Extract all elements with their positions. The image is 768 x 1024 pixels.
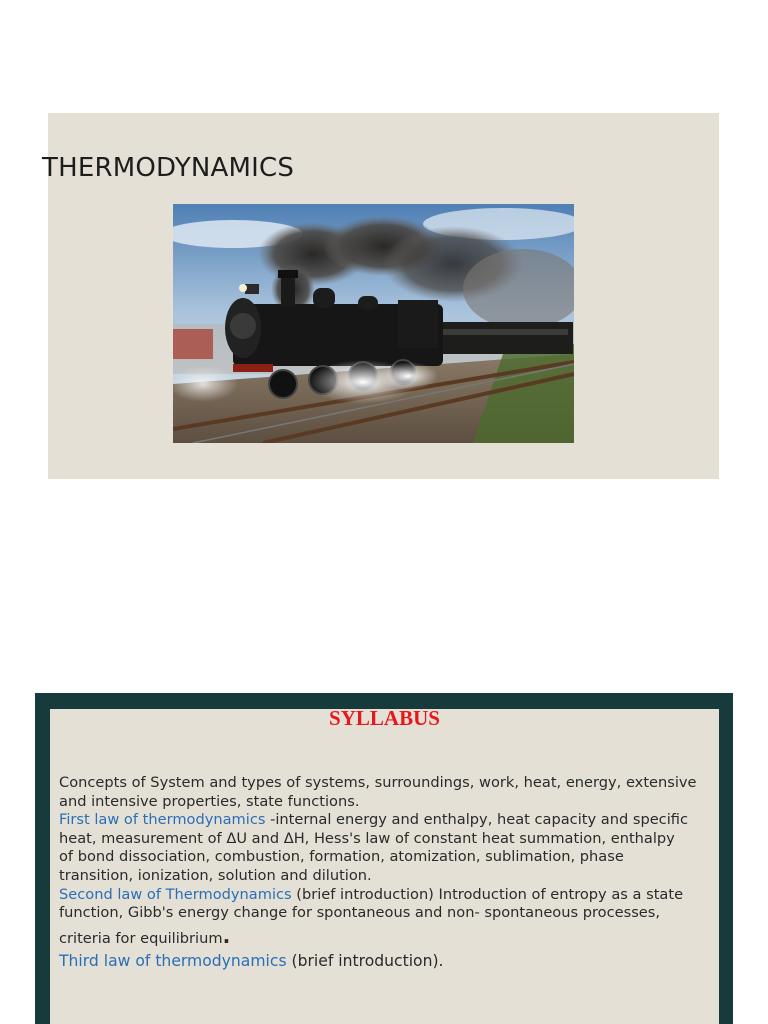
text-line [59, 811, 719, 830]
text-fragment: -internal energy and enthalpy, heat capacity and specific [265, 811, 688, 829]
text-line: of bond dissociation, combustion, formation, atomization, sublimation, phase [59, 848, 624, 866]
second-law-highlight: Second law of Thermodynamics [59, 885, 292, 903]
syllabus-item-third-law [59, 952, 719, 971]
text-line [59, 923, 719, 949]
text-line: transition, ionization, solution and dilution. [59, 866, 372, 884]
text-line [59, 952, 719, 971]
syllabus-item-second-law [59, 886, 719, 949]
text-fragment: (brief introduction) Introduction of entropy as a state [291, 885, 684, 903]
syllabus-item-concepts [59, 774, 719, 811]
text-line [59, 885, 719, 905]
syllabus-heading: SYLLABUS [329, 706, 440, 730]
text-line: and intensive properties, state functions. [59, 792, 360, 810]
syllabus-item-first-law [59, 811, 719, 885]
text-line: function, Gibb's energy change for spontaneous and non- spontaneous processes, [59, 904, 661, 922]
text-fragment: (brief introduction). [286, 952, 444, 971]
slide-title: THERMODYNAMICS [42, 153, 295, 183]
text-line: heat, measurement of ΔU and ΔH, Hess's law of constant heat summation, enthalpy [59, 829, 675, 847]
text-fragment: criteria for equilibrium [59, 929, 223, 947]
third-law-highlight: Third law of thermodynamics [59, 952, 287, 971]
steam-locomotive-photo [173, 204, 574, 443]
text-line: Concepts of System and types of systems, surroundings, work, heat, energy, extensive [59, 774, 697, 791]
first-law-highlight: First law of thermodynamics [59, 811, 266, 829]
syllabus-content [59, 774, 719, 971]
end-mark: . [222, 923, 231, 948]
